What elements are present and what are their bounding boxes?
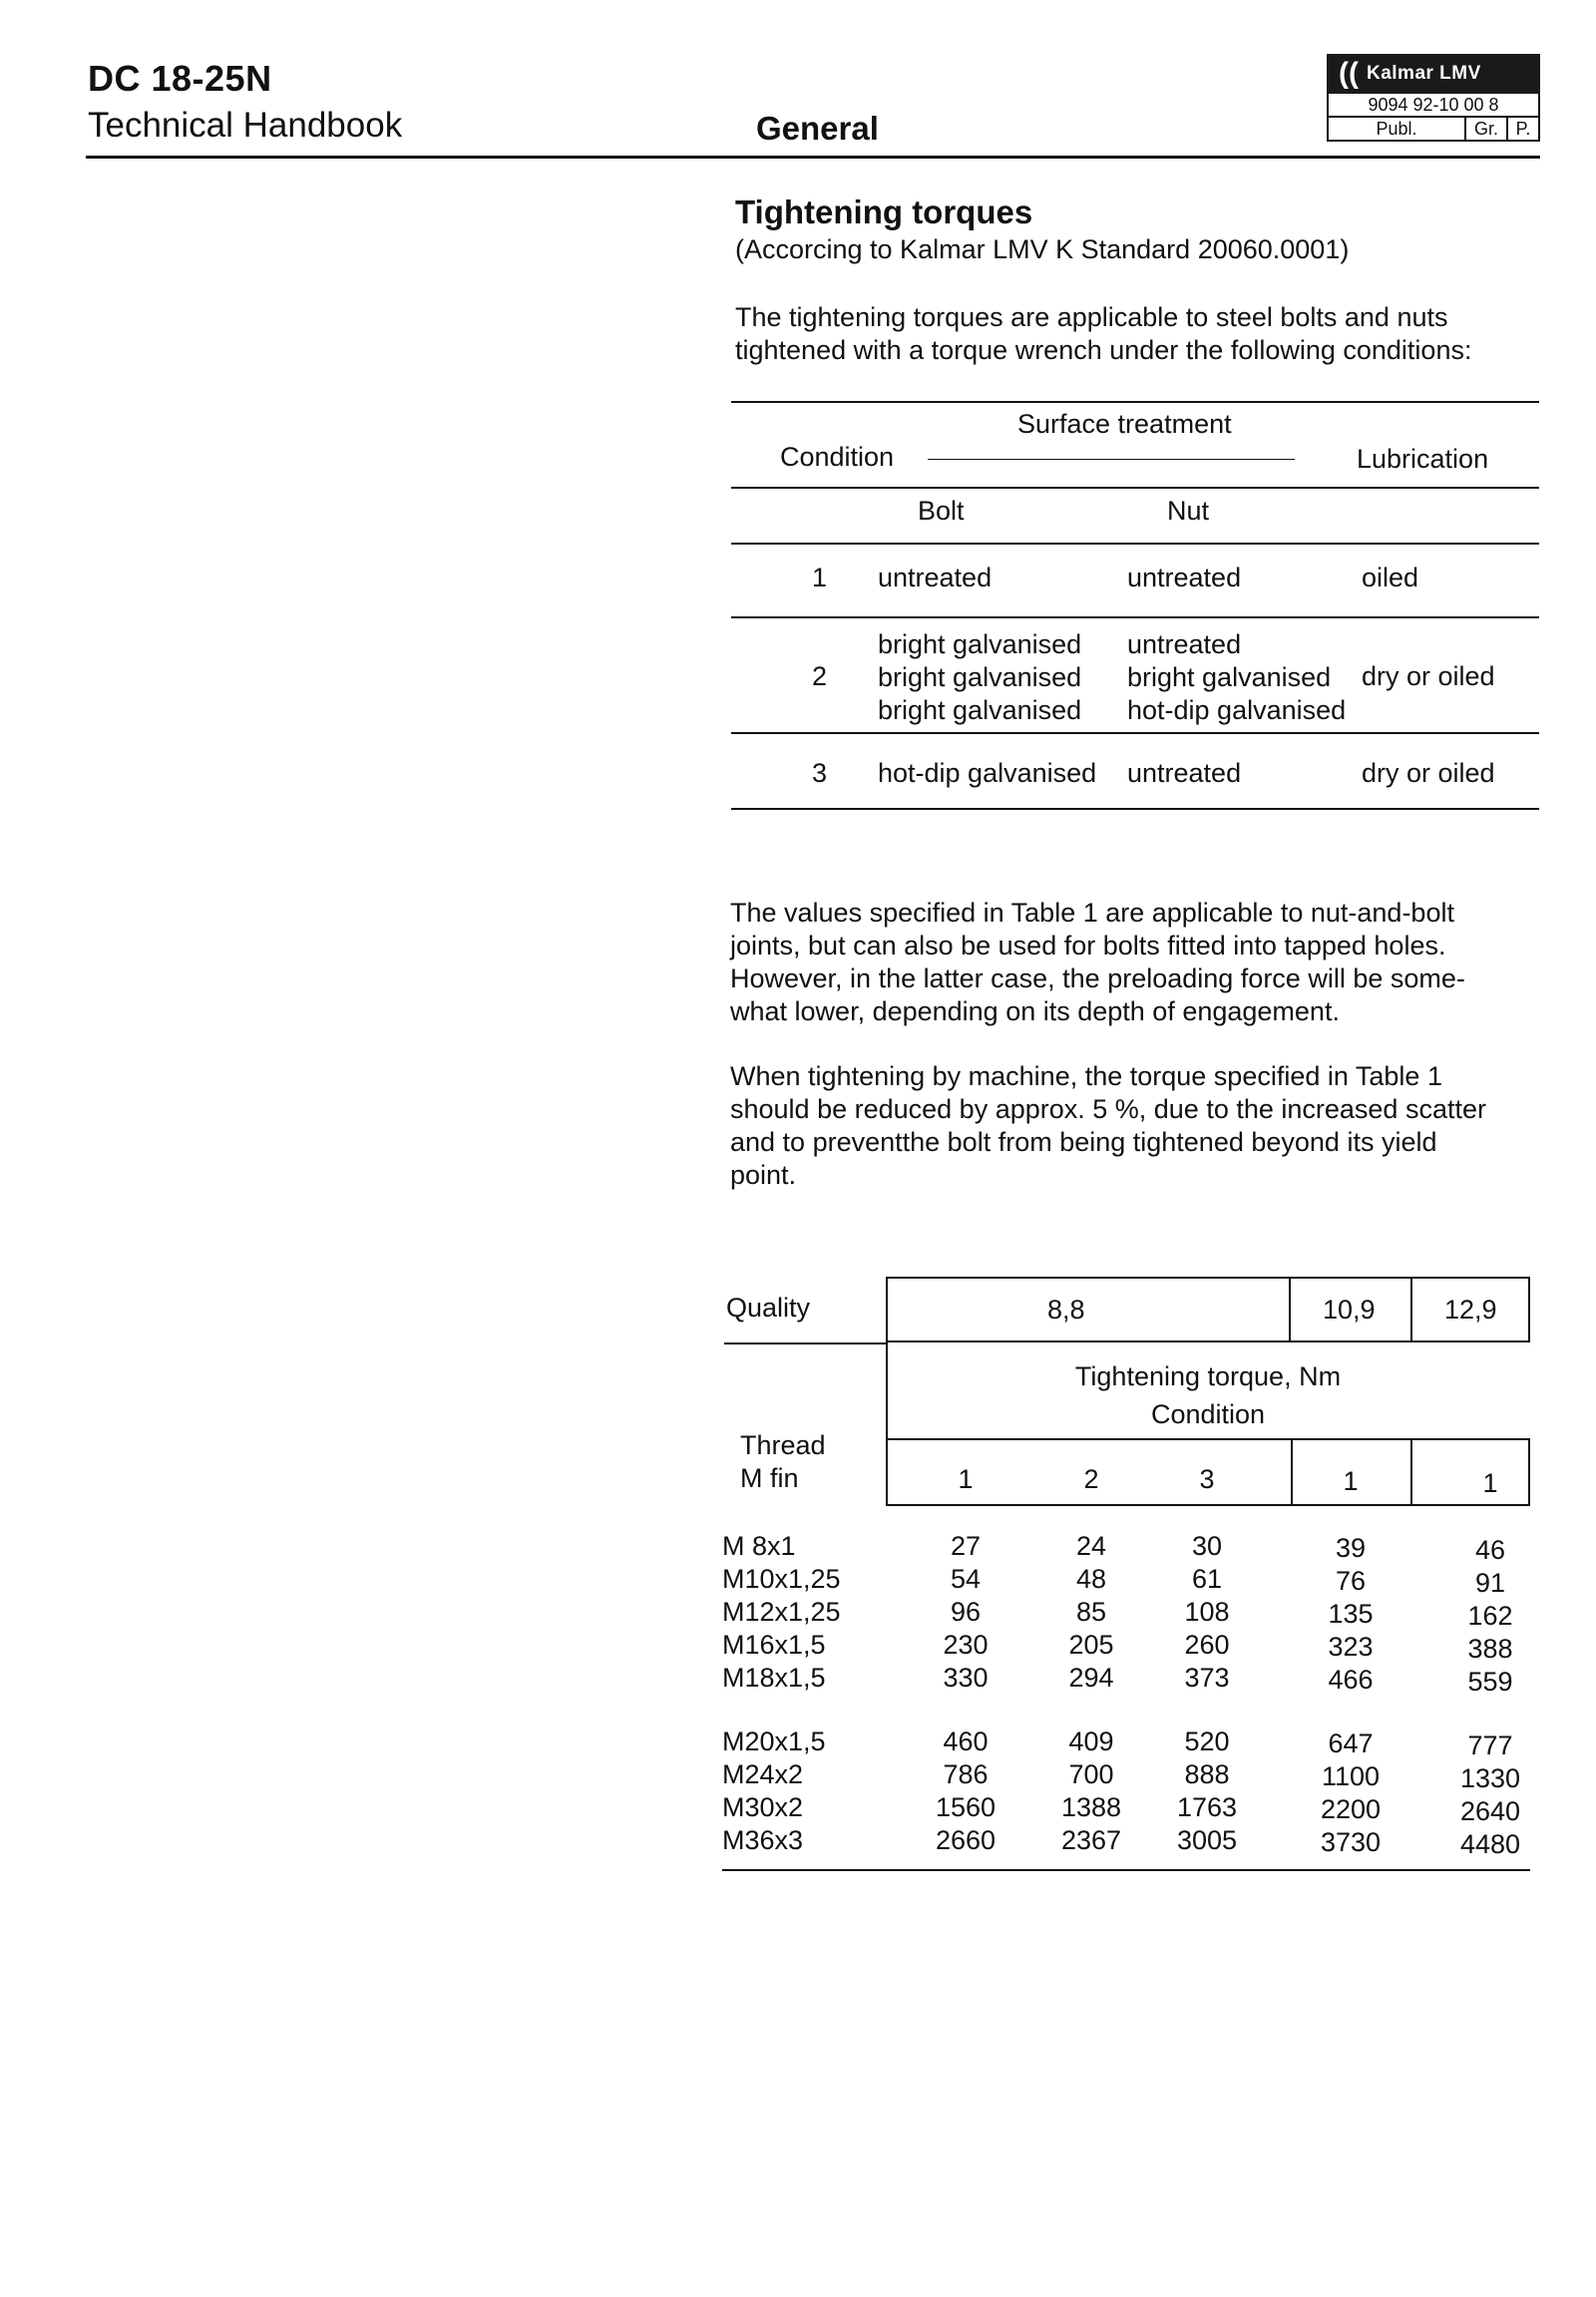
torque-value: 30	[1191, 1531, 1223, 1561]
standard-reference: (Accorcing to Kalmar LMV K Standard 20060.0001)	[735, 234, 1350, 264]
condition-col-1: 1	[958, 1464, 974, 1494]
kalmar-logo-icon: ((	[1339, 57, 1359, 90]
table-rule	[731, 808, 1539, 810]
quality-129: 12,9	[1444, 1295, 1497, 1325]
publ-label: Publ.	[1376, 119, 1417, 139]
torque-value: 409	[1068, 1726, 1114, 1756]
mfin-label: M fin	[740, 1463, 799, 1493]
header-condition: Condition	[780, 442, 895, 472]
p-label: P.	[1506, 118, 1538, 140]
thread-size: M30x2	[722, 1792, 804, 1822]
publication-code: 9094 92-10 00 8	[1327, 94, 1540, 118]
torque-value: 388	[1467, 1634, 1513, 1664]
quality-88: 8,8	[1047, 1295, 1085, 1325]
torque-value: 61	[1191, 1564, 1223, 1594]
logo-text: Kalmar LMV	[1366, 63, 1481, 84]
torque-label: Tightening torque, Nm	[1074, 1361, 1342, 1391]
torque-value: 559	[1467, 1667, 1513, 1697]
bolt-treatment-list	[878, 628, 1081, 727]
torque-value: 135	[1328, 1599, 1374, 1629]
nut-treatment-list	[1127, 628, 1346, 727]
page-title: Tightening torques	[735, 193, 1033, 230]
nut-treatment: untreated	[1127, 563, 1242, 592]
torque-column-129	[1430, 1729, 1550, 1861]
publication-badge	[1327, 54, 1540, 142]
torque-value: 205	[1068, 1630, 1114, 1660]
publication-labels	[1327, 118, 1540, 142]
thread-column-group1	[722, 1530, 841, 1695]
thread-size: M 8x1	[722, 1531, 796, 1561]
torque-value: 1100	[1321, 1761, 1381, 1791]
table-rule	[731, 616, 1539, 618]
torque-value: 1560	[935, 1792, 997, 1822]
torque-value: 76	[1335, 1566, 1367, 1596]
torque-value: 3005	[1176, 1825, 1238, 1855]
thread-size: M16x1,5	[722, 1630, 826, 1660]
bolt-treatment: bright galvanised	[878, 695, 1082, 725]
torque-value: 27	[950, 1531, 982, 1561]
torque-value: 2367	[1060, 1825, 1122, 1855]
intro-paragraph	[735, 301, 1553, 367]
intro-line: The tightening torques are applicable to steel bolts and nuts	[735, 302, 1448, 332]
torque-value: 85	[1075, 1597, 1107, 1627]
header-lubrication: Lubrication	[1357, 444, 1489, 474]
intro-line: tightened with a torque wrench under the following conditions:	[735, 335, 1472, 365]
nut-treatment: bright galvanised	[1127, 662, 1332, 692]
torque-value: 373	[1184, 1663, 1230, 1693]
torque-value: 39	[1335, 1533, 1367, 1563]
torque-value: 4480	[1459, 1829, 1521, 1859]
condition-col-4: 1	[1343, 1466, 1359, 1496]
table-bottom-rule	[722, 1869, 1530, 1871]
table-rule	[731, 401, 1539, 403]
condition-id: 3	[812, 758, 828, 788]
condition-id: 2	[812, 661, 828, 691]
thread-size: M24x2	[722, 1759, 804, 1789]
thread-size: M36x3	[722, 1825, 804, 1855]
torque-value: 1330	[1459, 1763, 1521, 1793]
thread-column-group2	[722, 1725, 826, 1857]
torque-value: 162	[1467, 1601, 1513, 1631]
torque-column-c3	[1147, 1530, 1267, 1695]
thread-size: M10x1,25	[722, 1564, 841, 1594]
table-rule	[724, 1342, 888, 1344]
torque-column-c2	[1031, 1530, 1151, 1695]
torque-column-c3	[1147, 1725, 1267, 1857]
torque-value: 54	[950, 1564, 982, 1594]
note-line: The values specified in Table 1 are applicable to nut-and-bolt	[730, 898, 1454, 928]
torque-value: 1763	[1176, 1792, 1238, 1822]
torque-value: 260	[1184, 1630, 1230, 1660]
quality-109: 10,9	[1323, 1295, 1376, 1325]
table-rule	[731, 487, 1539, 489]
torque-value: 96	[950, 1597, 982, 1627]
table-rule	[731, 732, 1539, 734]
machine-tightening-note	[730, 1060, 1548, 1192]
torque-value: 24	[1075, 1531, 1107, 1561]
torque-value: 1388	[1060, 1792, 1122, 1822]
nut-treatment: untreated	[1127, 758, 1242, 788]
document-subtitle: Technical Handbook	[88, 106, 403, 145]
lubrication-value: dry or oiled	[1362, 661, 1495, 691]
bolt-treatment: bright galvanised	[878, 662, 1082, 692]
torque-value: 108	[1184, 1597, 1230, 1627]
torque-value: 294	[1068, 1663, 1114, 1693]
header-surface-treatment: Surface treatment	[1017, 409, 1232, 439]
torque-value: 48	[1075, 1564, 1107, 1594]
torque-value: 520	[1184, 1726, 1230, 1756]
thread-label: Thread	[740, 1430, 826, 1460]
note-line: However, in the latter case, the preloading force will be some-	[730, 963, 1465, 993]
condition-col-3: 3	[1199, 1464, 1215, 1494]
thread-size: M18x1,5	[722, 1663, 826, 1693]
torque-value: 46	[1474, 1535, 1506, 1565]
thread-header	[740, 1429, 826, 1495]
note-line: When tightening by machine, the torque specified in Table 1	[730, 1061, 1442, 1091]
torque-value: 700	[1068, 1759, 1114, 1789]
condition-label: Condition	[1150, 1399, 1266, 1429]
note-line: point.	[730, 1160, 797, 1190]
bolt-treatment: bright galvanised	[878, 629, 1082, 659]
note-line: joints, but can also be used for bolts fitted into tapped holes.	[730, 931, 1446, 960]
nut-treatment: hot-dip galvanised	[1127, 695, 1347, 725]
note-line: and to preventthe bolt from being tightened beyond its yield	[730, 1127, 1437, 1157]
condition-col-5: 1	[1482, 1468, 1498, 1498]
torque-value: 460	[943, 1726, 989, 1756]
quality-box-88	[886, 1277, 1291, 1342]
torque-value: 2660	[935, 1825, 997, 1855]
torque-column-c1	[906, 1725, 1025, 1857]
torque-value: 330	[943, 1663, 989, 1693]
torque-value: 888	[1184, 1759, 1230, 1789]
header-nut: Nut	[1167, 496, 1210, 526]
table-rule	[731, 543, 1539, 545]
condition-id: 1	[812, 563, 828, 592]
section-title: General	[756, 110, 879, 147]
torque-value: 2200	[1320, 1794, 1382, 1824]
nut-treatment: untreated	[1127, 629, 1242, 659]
thread-size: M12x1,25	[722, 1597, 841, 1627]
torque-column-109	[1291, 1727, 1410, 1859]
note-line: what lower, depending on its depth of engagement.	[730, 996, 1340, 1026]
torque-value: 91	[1474, 1568, 1506, 1598]
lubrication-value: oiled	[1362, 563, 1419, 592]
note-line: should be reduced by approx. 5 %, due to the increased scatter	[730, 1094, 1486, 1124]
kalmar-logo	[1327, 54, 1540, 94]
surface-underline	[928, 459, 1295, 460]
torque-column-129	[1430, 1534, 1550, 1699]
torque-value: 2640	[1459, 1796, 1521, 1826]
bolt-treatment: hot-dip galvanised	[878, 758, 1097, 788]
torque-value: 323	[1328, 1632, 1374, 1662]
document-code: DC 18-25N	[88, 58, 272, 99]
condition-col-2: 2	[1083, 1464, 1099, 1494]
torque-value: 647	[1328, 1728, 1374, 1758]
torque-column-c2	[1031, 1725, 1151, 1857]
torque-value: 230	[943, 1630, 989, 1660]
lubrication-value: dry or oiled	[1362, 758, 1495, 788]
torque-value: 786	[943, 1759, 989, 1789]
table-applicability-note	[730, 897, 1548, 1028]
torque-value: 466	[1328, 1665, 1374, 1695]
bolt-treatment: untreated	[878, 563, 993, 592]
header-divider	[86, 156, 1540, 159]
header-bolt: Bolt	[918, 496, 965, 526]
torque-column-109	[1291, 1532, 1410, 1697]
torque-column-c1	[906, 1530, 1025, 1695]
torque-value: 777	[1467, 1730, 1513, 1760]
thread-size: M20x1,5	[722, 1726, 826, 1756]
gr-label: Gr.	[1464, 118, 1506, 140]
quality-label: Quality	[726, 1293, 811, 1323]
torque-value: 3730	[1320, 1827, 1382, 1857]
